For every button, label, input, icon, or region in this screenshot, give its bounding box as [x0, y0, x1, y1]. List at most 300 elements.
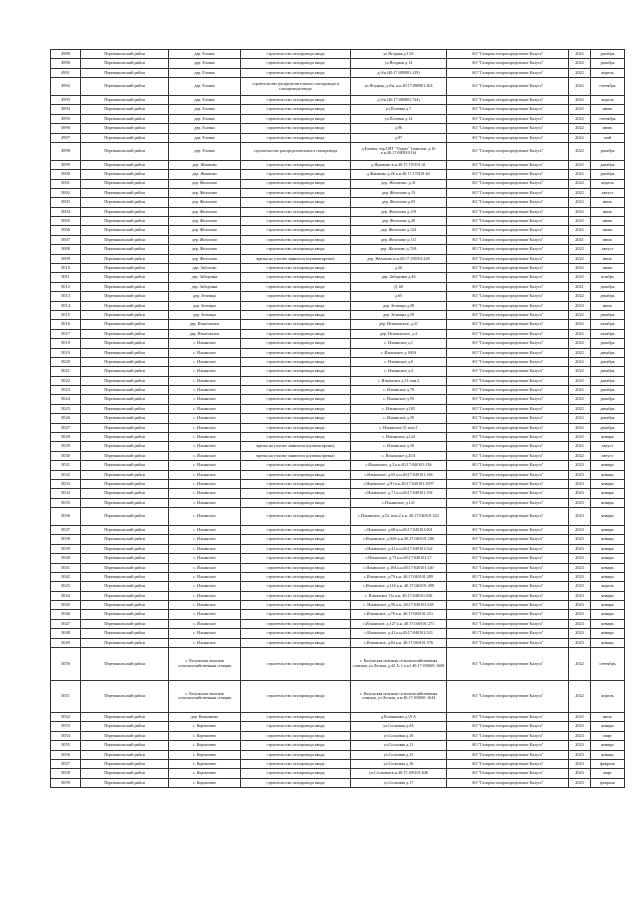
work-type-cell: строительство газопровода ввода: [241, 470, 351, 479]
year-cell: 2023: [569, 638, 591, 647]
work-type-cell: строительство газопровода ввода: [241, 207, 351, 216]
table-row: [51, 105, 625, 114]
settlement-cell: с. Ильинское: [169, 480, 241, 489]
settlement-cell: дер. Заборовка: [169, 282, 241, 291]
settlement-cell: с. Ильинское: [169, 582, 241, 591]
row-number: 5049: [51, 638, 81, 647]
table-row: [51, 601, 625, 610]
district-cell: Перемышльский район: [81, 480, 169, 489]
table-row: [51, 525, 625, 534]
year-cell: 2022: [569, 68, 591, 77]
work-type-cell: строительство газопровода ввода: [241, 245, 351, 254]
table-row: [51, 386, 625, 395]
contractor-cell: АО "Газпром газораспределение Калуга": [447, 461, 569, 470]
work-type-cell: строительство газопровода ввода: [241, 95, 351, 104]
row-number: 5053: [51, 722, 81, 731]
year-cell: 2023: [569, 619, 591, 628]
district-cell: Перемышльский район: [81, 638, 169, 647]
settlement-cell: с. Ильинское: [169, 357, 241, 366]
table-row: [51, 535, 625, 544]
row-number: 5046: [51, 610, 81, 619]
table-row: [51, 404, 625, 413]
settlement-cell: с. Ильинское: [169, 498, 241, 507]
work-type-cell: строительство газопровода ввода: [241, 572, 351, 581]
contractor-cell: АО "Газпром газораспределение Калуга": [447, 395, 569, 404]
row-number: 5051: [51, 680, 81, 713]
settlement-cell: дер. Заборовка: [169, 273, 241, 282]
district-cell: Перемышльский район: [81, 535, 169, 544]
district-cell: Перемышльский район: [81, 133, 169, 142]
address-cell: с.Ильинское, д.84 к.н. 40:17:040101:576: [351, 638, 447, 647]
row-number: 5031: [51, 461, 81, 470]
settlement-cell: дер. Зеленцы: [169, 292, 241, 301]
settlement-cell: с. Ильинское: [169, 348, 241, 357]
settlement-cell: с. Ильинское: [169, 376, 241, 385]
row-number: 5021: [51, 367, 81, 376]
district-cell: Перемышльский район: [81, 376, 169, 385]
year-cell: 2022: [569, 423, 591, 432]
work-type-cell: строительство газопровода ввода: [241, 273, 351, 282]
table-row: [51, 310, 625, 319]
contractor-cell: АО "Газпром газораспределение Калуга": [447, 207, 569, 216]
year-cell: 2022: [569, 273, 591, 282]
row-number: 4996: [51, 124, 81, 133]
settlement-cell: дер. Желохово: [169, 198, 241, 207]
month-cell: июнь: [591, 105, 625, 114]
work-type-cell: строительство газопровода ввода: [241, 292, 351, 301]
row-number: 5050: [51, 648, 81, 681]
work-type-cell: строительство газопровода ввода: [241, 348, 351, 357]
address-cell: ул.Сосновая д.15: [351, 750, 447, 759]
year-cell: 2022: [569, 376, 591, 385]
month-cell: декабрь: [591, 414, 625, 423]
contractor-cell: АО "Газпром газораспределение Калуга": [447, 423, 569, 432]
address-cell: с.Ильинское, д.73 к.н.40:17:040101:27: [351, 554, 447, 563]
settlement-cell: с. Ильинское: [169, 601, 241, 610]
work-type-cell: строительство газопровода ввода: [241, 680, 351, 713]
work-type-cell: строительство газопровода ввода: [241, 217, 351, 226]
work-type-cell: строительство газопровода ввода: [241, 170, 351, 179]
address-cell: дер. Желохово д.119: [351, 207, 447, 216]
settlement-cell: с. Ильинское: [169, 489, 241, 498]
row-number: 5038: [51, 535, 81, 544]
table-row: [51, 292, 625, 301]
address-cell: с. Ильинское д.3: [351, 367, 447, 376]
contractor-cell: АО "Газпром газораспределение Калуга": [447, 124, 569, 133]
table-row: [51, 367, 625, 376]
work-type-cell: строительство газопровода ввода: [241, 648, 351, 681]
table-row: [51, 554, 625, 563]
address-cell: с. Ильинское д.30: [351, 442, 447, 451]
contractor-cell: АО "Газпром газораспределение Калуга": [447, 778, 569, 787]
table-row: [51, 142, 625, 160]
contractor-cell: АО "Газпром газораспределение Калуга": [447, 226, 569, 235]
district-cell: Перемышльский район: [81, 722, 169, 731]
table-row: [51, 301, 625, 310]
contractor-cell: АО "Газпром газораспределение Калуга": [447, 310, 569, 319]
table-row: [51, 750, 625, 759]
contractor-cell: АО "Газпром газораспределение Калуга": [447, 544, 569, 553]
row-number: 4991: [51, 68, 81, 77]
table-row: [51, 179, 625, 188]
work-type-cell: строительство газопровода ввода: [241, 582, 351, 591]
contractor-cell: АО "Газпром газораспределение Калуга": [447, 414, 569, 423]
contractor-cell: АО "Газпром газораспределение Калуга": [447, 105, 569, 114]
row-number: 5036: [51, 508, 81, 526]
month-cell: сентябрь: [591, 648, 625, 681]
table-row: [51, 235, 625, 244]
settlement-cell: дер. Зеленцы: [169, 301, 241, 310]
table-row: [51, 722, 625, 731]
address-cell: ул.Ягодная д.14: [351, 59, 447, 68]
month-cell: апрель: [591, 68, 625, 77]
row-number: 4995: [51, 114, 81, 123]
month-cell: сентябрь: [591, 78, 625, 96]
district-cell: Перемышльский район: [81, 310, 169, 319]
work-type-cell: строительство газопровода ввода: [241, 619, 351, 628]
row-number: 5055: [51, 741, 81, 750]
table-row: [51, 648, 625, 681]
district-cell: Перемышльский район: [81, 554, 169, 563]
year-cell: 2022: [569, 78, 591, 96]
month-cell: январь: [591, 498, 625, 507]
year-cell: 2022: [569, 451, 591, 460]
settlement-cell: дер. Желохово: [169, 226, 241, 235]
row-number: 5019: [51, 348, 81, 357]
year-cell: 2022: [569, 367, 591, 376]
district-cell: Перемышльский район: [81, 105, 169, 114]
work-type-cell: строительство газопровода ввода: [241, 404, 351, 413]
district-cell: Перемышльский район: [81, 357, 169, 366]
work-type-cell: строительство газопровода ввода: [241, 769, 351, 778]
settlement-cell: дер. Желохово: [169, 217, 241, 226]
settlement-cell: дер. Желохово: [169, 188, 241, 197]
table-row: [51, 572, 625, 581]
district-cell: Перемышльский район: [81, 142, 169, 160]
month-cell: март: [591, 731, 625, 740]
district-cell: Перемышльский район: [81, 414, 169, 423]
work-type-cell: строительство газопровода ввода: [241, 235, 351, 244]
row-number: 5044: [51, 591, 81, 600]
address-cell: с. Ильинское д.124: [351, 433, 447, 442]
address-cell: дер. Игнатовское, д.21: [351, 320, 447, 329]
year-cell: 2022: [569, 59, 591, 68]
year-cell: 2023: [569, 563, 591, 572]
row-number: 5048: [51, 629, 81, 638]
settlement-cell: с. Корекозево: [169, 769, 241, 778]
settlement-cell: дер. Еловка: [169, 133, 241, 142]
contractor-cell: АО "Газпром газораспределение Калуга": [447, 629, 569, 638]
district-cell: Перемышльский район: [81, 179, 169, 188]
year-cell: 2022: [569, 713, 591, 722]
year-cell: 2022: [569, 395, 591, 404]
year-cell: 2022: [569, 179, 591, 188]
address-cell: д.Жашково д.2Б к.н.40:17:170101:62: [351, 170, 447, 179]
work-type-cell: строительство газопровода ввода: [241, 433, 351, 442]
month-cell: декабрь: [591, 160, 625, 169]
table-row: [51, 778, 625, 787]
settlement-cell: дер. Еловка: [169, 105, 241, 114]
year-cell: 2023: [569, 769, 591, 778]
settlement-cell: с. Ильинское: [169, 544, 241, 553]
month-cell: октябрь: [591, 329, 625, 338]
month-cell: декабрь: [591, 142, 625, 160]
district-cell: Перемышльский район: [81, 95, 169, 104]
contractor-cell: АО "Газпром газораспределение Калуга": [447, 59, 569, 68]
contractor-cell: АО "Газпром газораспределение Калуга": [447, 339, 569, 348]
work-type-cell: строительство газопровода ввода: [241, 114, 351, 123]
district-cell: Перемышльский район: [81, 582, 169, 591]
month-cell: апрель: [591, 95, 625, 104]
month-cell: февраль: [591, 760, 625, 769]
settlement-cell: с. Ильинское: [169, 619, 241, 628]
address-cell: д.26: [351, 264, 447, 273]
year-cell: 2023: [569, 778, 591, 787]
year-cell: 2023: [569, 461, 591, 470]
address-cell: д.87: [351, 133, 447, 142]
settlement-cell: дер. Еловка: [169, 50, 241, 59]
settlement-cell: с. Ильинское: [169, 461, 241, 470]
month-cell: декабрь: [591, 395, 625, 404]
address-cell: с. Ильинское д.51 пом.2: [351, 376, 447, 385]
row-number: 5045: [51, 601, 81, 610]
gasification-schedule-page: [50, 49, 624, 788]
contractor-cell: АО "Газпром газораспределение Калуга": [447, 582, 569, 591]
contractor-cell: АО "Газпром газораспределение Калуга": [447, 498, 569, 507]
year-cell: 2023: [569, 544, 591, 553]
work-type-cell: строительство газопровода ввода: [241, 395, 351, 404]
address-cell: дер. Игнатовское, д.4: [351, 329, 447, 338]
district-cell: Перемышльский район: [81, 235, 169, 244]
table-row: [51, 451, 625, 460]
work-type-cell: строительство газопровода ввода: [241, 480, 351, 489]
contractor-cell: АО "Газпром газораспределение Калуга": [447, 273, 569, 282]
settlement-cell: с. Ильинское: [169, 395, 241, 404]
work-type-cell: строительство газопровода ввода: [241, 423, 351, 432]
row-number: 5032: [51, 470, 81, 479]
contractor-cell: АО "Газпром газораспределение Калуга": [447, 470, 569, 479]
contractor-cell: АО "Газпром газораспределение Калуга": [447, 160, 569, 169]
month-cell: август: [591, 188, 625, 197]
work-type-cell: строительство газопровода ввода: [241, 386, 351, 395]
work-type-cell: строительство газопровода ввода: [241, 525, 351, 534]
settlement-cell: дер. Заболово: [169, 264, 241, 273]
address-cell: дер. Заборовка д.46: [351, 273, 447, 282]
settlement-cell: с. Ильинское: [169, 339, 241, 348]
settlement-cell: с. Ильинское: [169, 404, 241, 413]
work-type-cell: строительство газопровода ввода: [241, 59, 351, 68]
month-cell: декабрь: [591, 357, 625, 366]
month-cell: декабрь: [591, 348, 625, 357]
contractor-cell: АО "Газпром газораспределение Калуга": [447, 114, 569, 123]
work-type-cell: строительство газопровода ввода: [241, 722, 351, 731]
settlement-cell: с. Ильинское: [169, 508, 241, 526]
address-cell: с.Ильинское, д.116 к.н. 40:17:040101:498: [351, 582, 447, 591]
table-row: [51, 95, 625, 104]
work-type-cell: строительство распределительного газопровода: [241, 142, 351, 160]
month-cell: январь: [591, 525, 625, 534]
settlement-cell: дер. Желохово: [169, 254, 241, 263]
district-cell: Перемышльский район: [81, 245, 169, 254]
month-cell: декабрь: [591, 310, 625, 319]
table-row: [51, 198, 625, 207]
district-cell: Перемышльский район: [81, 226, 169, 235]
work-type-cell: строительство газопровода ввода: [241, 339, 351, 348]
district-cell: Перемышльский район: [81, 489, 169, 498]
settlement-cell: с. Ильинское: [169, 470, 241, 479]
row-number: 5016: [51, 320, 81, 329]
month-cell: май: [591, 133, 625, 142]
contractor-cell: АО "Газпром газораспределение Калуга": [447, 480, 569, 489]
table-row: [51, 638, 625, 647]
district-cell: Перемышльский район: [81, 198, 169, 207]
work-type-cell: строительство газопровода ввода: [241, 508, 351, 526]
settlement-cell: дер. Еловка: [169, 142, 241, 160]
row-number: 5002: [51, 188, 81, 197]
settlement-cell: с. Ильинское: [169, 423, 241, 432]
settlement-cell: с. Ильинское: [169, 414, 241, 423]
work-type-cell: строительство газопровода ввода: [241, 198, 351, 207]
contractor-cell: АО "Газпром газораспределение Калуга": [447, 348, 569, 357]
settlement-cell: дер. Желохово: [169, 245, 241, 254]
address-cell: с.Ильинское, д.41 к.н.40:17:040101:523: [351, 629, 447, 638]
row-number: 5012: [51, 282, 81, 291]
year-cell: 2023: [569, 508, 591, 526]
year-cell: 2022: [569, 648, 591, 681]
row-number: 5059: [51, 778, 81, 787]
settlement-cell: дер. Еловка: [169, 78, 241, 96]
work-type-cell: строительство газопровода ввода: [241, 105, 351, 114]
month-cell: декабрь: [591, 339, 625, 348]
contractor-cell: АО "Газпром газораспределение Калуга": [447, 78, 569, 96]
table-row: [51, 245, 625, 254]
address-cell: с.Ильинское, д.91 к.н.40:17:040101:1097: [351, 480, 447, 489]
work-type-cell: строительство газопровода ввода: [241, 544, 351, 553]
year-cell: 2022: [569, 105, 591, 114]
district-cell: Перемышльский район: [81, 114, 169, 123]
year-cell: 2022: [569, 50, 591, 59]
contractor-cell: АО "Газпром газораспределение Калуга": [447, 591, 569, 600]
work-type-cell: строительство газопровода ввода: [241, 301, 351, 310]
district-cell: Перемышльский район: [81, 320, 169, 329]
contractor-cell: АО "Газпром газораспределение Калуга": [447, 601, 569, 610]
table-row: [51, 470, 625, 479]
address-cell: с.Ильинское, д.104 к.н.40:17:040101:140: [351, 563, 447, 572]
contractor-cell: АО "Газпром газораспределение Калуга": [447, 489, 569, 498]
month-cell: август: [591, 442, 625, 451]
work-type-cell: строительство газопровода ввода: [241, 414, 351, 423]
month-cell: июль: [591, 235, 625, 244]
address-cell: с.Ильинское, д.65 к.н.40:17:040101:166: [351, 470, 447, 479]
month-cell: декабрь: [591, 282, 625, 291]
district-cell: Перемышльский район: [81, 395, 169, 404]
address-cell: с. Ильинское д.93: [351, 395, 447, 404]
table-row: [51, 591, 625, 600]
contractor-cell: АО "Газпром газораспределение Калуга": [447, 386, 569, 395]
work-type-cell: строительство газопровода ввода: [241, 591, 351, 600]
district-cell: Перемышльский район: [81, 273, 169, 282]
contractor-cell: АО "Газпром газораспределение Калуга": [447, 282, 569, 291]
district-cell: Перемышльский район: [81, 461, 169, 470]
work-type-cell: строительство газопровода ввода: [241, 179, 351, 188]
district-cell: Перемышльский район: [81, 619, 169, 628]
row-number: 5058: [51, 769, 81, 778]
address-cell: с. Ильинское д.45А: [351, 451, 447, 460]
district-cell: Перемышльский район: [81, 498, 169, 507]
year-cell: 2023: [569, 750, 591, 759]
month-cell: январь: [591, 629, 625, 638]
settlement-cell: с. Корекозево: [169, 778, 241, 787]
contractor-cell: АО "Газпром газораспределение Калуга": [447, 217, 569, 226]
table-row: [51, 414, 625, 423]
year-cell: 2023: [569, 591, 591, 600]
district-cell: Перемышльский район: [81, 508, 169, 526]
address-cell: ул.Ягодная д.13А: [351, 50, 447, 59]
table-row: [51, 124, 625, 133]
contractor-cell: АО "Газпром газораспределение Калуга": [447, 572, 569, 581]
row-number: 5000: [51, 170, 81, 179]
table-row: [51, 273, 625, 282]
work-type-cell: строительство газопровода ввода: [241, 638, 351, 647]
contractor-cell: АО "Газпром газораспределение Калуга": [447, 750, 569, 759]
contractor-cell: АО "Газпром газораспределение Калуга": [447, 741, 569, 750]
month-cell: декабрь: [591, 59, 625, 68]
address-cell: д.65: [351, 292, 447, 301]
contractor-cell: АО "Газпром газораспределение Калуга": [447, 235, 569, 244]
contractor-cell: АО "Газпром газораспределение Калуга": [447, 433, 569, 442]
year-cell: 2022: [569, 142, 591, 160]
settlement-cell: дер. Желохово: [169, 207, 241, 216]
table-row: [51, 320, 625, 329]
table-row: [51, 78, 625, 96]
district-cell: Перемышльский район: [81, 470, 169, 479]
year-cell: 2023: [569, 760, 591, 769]
settlement-cell: с. Ильинское: [169, 629, 241, 638]
year-cell: 2022: [569, 386, 591, 395]
address-cell: с.Ильинское, д.41 к.н.40:17:040101:524: [351, 544, 447, 553]
row-number: 5034: [51, 489, 81, 498]
row-number: 5025: [51, 404, 81, 413]
table-row: [51, 160, 625, 169]
work-type-cell: строительство газопровода ввода: [241, 741, 351, 750]
year-cell: 2022: [569, 160, 591, 169]
work-type-cell: строительство газопровода ввода: [241, 226, 351, 235]
month-cell: декабрь: [591, 292, 625, 301]
year-cell: 2023: [569, 722, 591, 731]
district-cell: Перемышльский район: [81, 367, 169, 376]
district-cell: Перемышльский район: [81, 160, 169, 169]
year-cell: 2023: [569, 741, 591, 750]
settlement-cell: с. Ильинское: [169, 433, 241, 442]
year-cell: 2022: [569, 264, 591, 273]
district-cell: Перемышльский район: [81, 404, 169, 413]
contractor-cell: АО "Газпром газораспределение Калуга": [447, 713, 569, 722]
address-cell: с.Ильинское, д.127 к.н. 40:17:040101:271: [351, 619, 447, 628]
year-cell: 2023: [569, 601, 591, 610]
row-number: 4990: [51, 59, 81, 68]
address-cell: ул.Сосновая к.н.40:17:100101:648: [351, 769, 447, 778]
month-cell: июнь: [591, 217, 625, 226]
work-type-cell: строительство газопровода ввода: [241, 329, 351, 338]
contractor-cell: АО "Газпром газораспределение Калуга": [447, 680, 569, 713]
row-number: 5010: [51, 264, 81, 273]
table-row: [51, 226, 625, 235]
settlement-cell: с. Ильинское: [169, 554, 241, 563]
address-cell: с. Ильинское д.78: [351, 386, 447, 395]
row-number: 5039: [51, 544, 81, 553]
contractor-cell: АО "Газпром газораспределение Калуга": [447, 638, 569, 647]
table-row: [51, 50, 625, 59]
